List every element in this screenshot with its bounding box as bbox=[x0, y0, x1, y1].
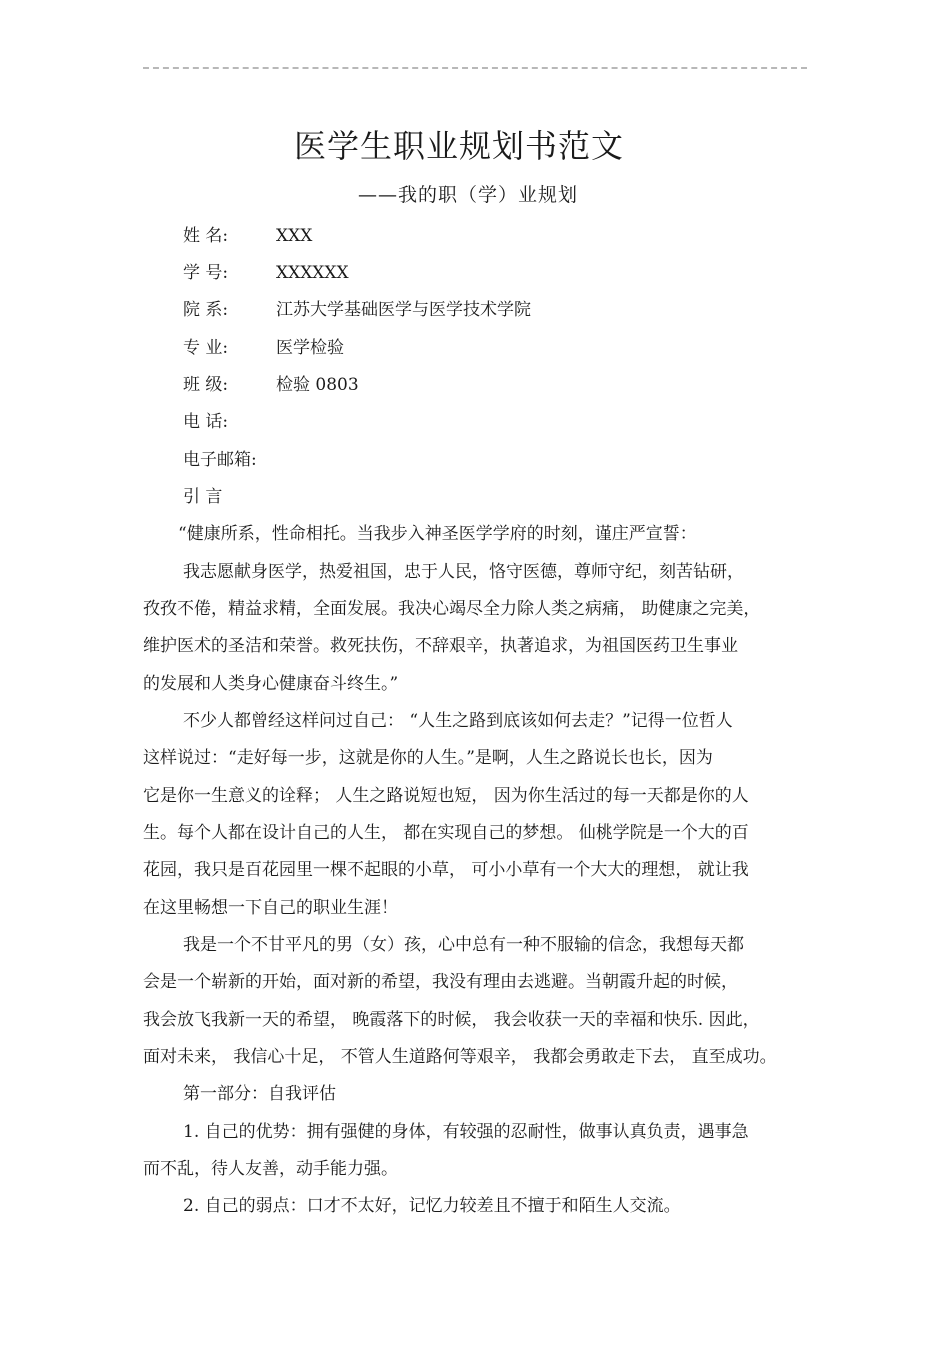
document-subtitle: ——我的职（学）业规划 bbox=[357, 184, 578, 206]
field-label: 电 话: bbox=[183, 412, 229, 432]
body-line: 我会放飞我新一天的希望， 晚霞落下的时候， 我会收获一天的幸福和快乐. 因此， bbox=[143, 1010, 760, 1030]
field-value: 检验 0803 bbox=[276, 375, 359, 395]
body-line: “健康所系，性命相托。当我步入神圣医学学府的时刻，谨庄严宣誓： bbox=[178, 524, 697, 544]
body-line: 它是你一生意义的诠释； 人生之路说短也短， 因为你生活过的每一天都是你的人 bbox=[143, 786, 749, 806]
body-line: 不少人都曾经这样问过自己： “人生之路到底该如何去走？”记得一位哲人 bbox=[183, 711, 733, 731]
body-line: 会是一个崭新的开始，面对新的希望，我没有理由去逃避。当朝霞升起的时候， bbox=[143, 972, 738, 992]
body-line: 在这里畅想一下自己的职业生涯！ bbox=[143, 898, 398, 918]
section-heading-intro: 引 言 bbox=[183, 487, 223, 507]
field-label: 班 级: bbox=[183, 375, 229, 395]
body-line: 而不乱，待人友善，动手能力强。 bbox=[143, 1159, 398, 1179]
field-label: 专 业: bbox=[183, 338, 229, 358]
body-line: 的发展和人类身心健康奋斗终生。” bbox=[143, 674, 399, 694]
body-line: 1. 自己的优势：拥有强健的身体，有较强的忍耐性，做事认真负责，遇事急 bbox=[183, 1122, 749, 1142]
body-line: 孜孜不倦，精益求精，全面发展。我决心竭尽全力除人类之病痛， 助健康之完美， bbox=[143, 599, 761, 619]
header-divider bbox=[143, 67, 807, 69]
body-line: 生。每个人都在设计自己的人生， 都在实现自己的梦想。 仙桃学院是一个大的百 bbox=[143, 823, 749, 843]
body-line: 维护医术的圣洁和荣誉。救死扶伤，不辞艰辛，执著追求，为祖国医药卫生事业 bbox=[143, 636, 738, 656]
section-heading-self-assessment: 第一部分：自我评估 bbox=[183, 1084, 336, 1104]
field-value: XXX bbox=[276, 226, 313, 246]
field-student-id bbox=[183, 261, 349, 285]
body-line: 2. 自己的弱点：口才不太好，记忆力较差且不擅于和陌生人交流。 bbox=[183, 1196, 681, 1216]
field-value: 医学检验 bbox=[276, 338, 344, 358]
field-label: 电子邮箱: bbox=[183, 450, 257, 470]
body-line: 我志愿献身医学，热爱祖国，忠于人民，恪守医德，尊师守纪，刻苦钻研， bbox=[183, 562, 744, 582]
field-class bbox=[183, 373, 359, 397]
field-phone bbox=[183, 410, 276, 434]
field-name bbox=[183, 224, 312, 248]
field-value: XXXXXX bbox=[276, 263, 349, 283]
body-line: 我是一个不甘平凡的男（女）孩，心中总有一种不服输的信念，我想每天都 bbox=[183, 935, 744, 955]
field-value: 江苏大学基础医学与医学技术学院 bbox=[276, 300, 531, 320]
field-department bbox=[183, 298, 531, 322]
body-line: 这样说过：“走好每一步，这就是你的人生。”是啊，人生之路说长也长，因为 bbox=[143, 748, 713, 768]
field-major bbox=[183, 336, 344, 360]
field-label: 姓 名: bbox=[183, 226, 229, 246]
field-label: 院 系: bbox=[183, 300, 229, 320]
body-line: 面对未来， 我信心十足， 不管人生道路何等艰辛， 我都会勇敢走下去， 直至成功。 bbox=[143, 1047, 777, 1067]
field-email bbox=[183, 448, 257, 472]
field-label: 学 号: bbox=[183, 263, 229, 283]
document-title: 医学生职业规划书范文 bbox=[293, 127, 624, 165]
body-line: 花园，我只是百花园里一棵不起眼的小草， 可小小草有一个大大的理想， 就让我 bbox=[143, 860, 749, 880]
